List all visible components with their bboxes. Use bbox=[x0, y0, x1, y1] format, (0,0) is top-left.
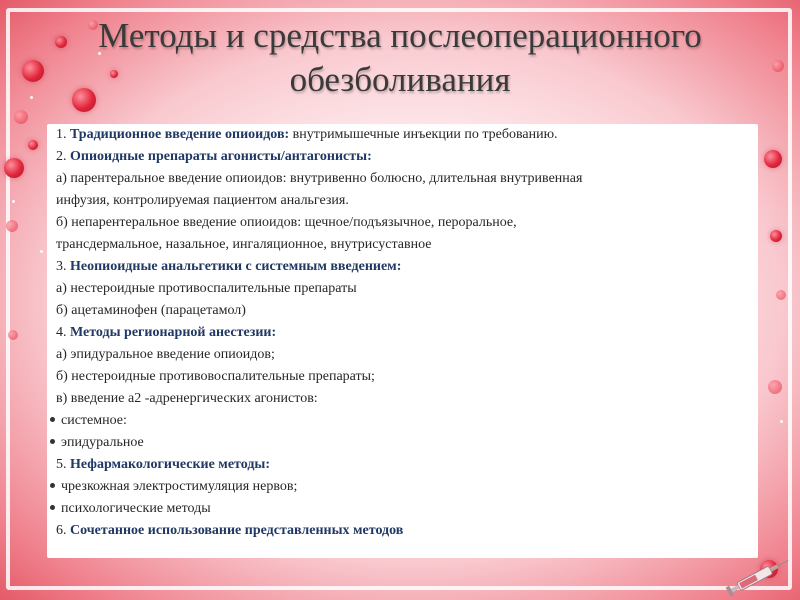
bullet-dot-icon bbox=[50, 505, 55, 510]
bokeh-decoration bbox=[8, 330, 18, 340]
bullet-dot-icon bbox=[50, 439, 55, 444]
bokeh-decoration bbox=[772, 60, 784, 72]
sparkle-decoration bbox=[12, 200, 15, 203]
slide-title-line-1: Методы и средства послеоперационного bbox=[98, 16, 702, 55]
bokeh-decoration bbox=[28, 140, 38, 150]
list-text: трансдермальное, назальное, ингаляционное, внутрисуставное bbox=[56, 237, 432, 252]
item-heading: Неопиоидные анальгетики с системным введением: bbox=[70, 259, 402, 274]
bokeh-decoration bbox=[770, 230, 782, 242]
item-heading: Традиционное введение опиоидов: bbox=[70, 127, 290, 142]
item-number: 6. bbox=[56, 523, 67, 538]
item-number: 1. bbox=[56, 127, 67, 142]
item-heading: Сочетанное использование представленных методов bbox=[70, 523, 404, 538]
content-list bbox=[47, 124, 758, 542]
bullet-dot-icon bbox=[50, 483, 55, 488]
bullet-text: эпидуральное bbox=[61, 435, 144, 450]
list-item bbox=[47, 322, 758, 344]
item-number: 2. bbox=[56, 149, 67, 164]
list-text: б) ацетаминофен (парацетамол) bbox=[56, 303, 246, 318]
list-text: а) нестероидные противоспалительные препараты bbox=[56, 281, 357, 296]
sparkle-decoration bbox=[40, 250, 43, 253]
item-heading: Опиоидные препараты агонисты/антагонисты: bbox=[70, 149, 372, 164]
bokeh-decoration bbox=[768, 380, 782, 394]
item-heading: Методы регионарной анестезии: bbox=[70, 325, 277, 340]
list-item bbox=[47, 124, 758, 146]
list-item bbox=[47, 520, 758, 542]
list-item bbox=[47, 256, 758, 278]
list-text: б) нестероидные противовоспалительные препараты; bbox=[56, 369, 375, 384]
item-number: 5. bbox=[56, 457, 67, 472]
bullet-text: чрезкожная электростимуляция нервов; bbox=[61, 479, 298, 494]
list-text: а) парентеральное введение опиоидов: внутривенно болюсно, длительная внутривенная bbox=[56, 171, 583, 186]
list-text: инфузия, контролируемая пациентом анальгезия. bbox=[56, 193, 349, 208]
sparkle-decoration bbox=[780, 420, 783, 423]
slide-title bbox=[40, 14, 760, 102]
bullet-text: психологические методы bbox=[61, 501, 211, 516]
slide-title-line-2: обезболивания bbox=[289, 60, 511, 99]
item-number: 4. bbox=[56, 325, 67, 340]
list-text: а) эпидуральное введение опиоидов; bbox=[56, 347, 275, 362]
bokeh-decoration bbox=[4, 158, 24, 178]
list-text: б) непарентеральное введение опиоидов: щечное/подъязычное, пероральное, bbox=[56, 215, 517, 230]
bullet-item bbox=[38, 476, 749, 498]
sparkle-decoration bbox=[30, 96, 33, 99]
item-number: 3. bbox=[56, 259, 67, 274]
item-heading: Нефармакологические методы: bbox=[70, 457, 271, 472]
bokeh-decoration bbox=[6, 220, 18, 232]
bullet-item bbox=[38, 410, 749, 432]
bullet-dot-icon bbox=[50, 417, 55, 422]
bokeh-decoration bbox=[14, 110, 28, 124]
bokeh-decoration bbox=[776, 290, 786, 300]
bokeh-decoration bbox=[764, 150, 782, 168]
item-text: внутримышечные инъекции по требованию. bbox=[289, 127, 558, 142]
list-item bbox=[47, 454, 758, 476]
list-item bbox=[47, 146, 758, 168]
bullet-text: системное: bbox=[61, 413, 127, 428]
syringe-icon bbox=[722, 556, 794, 596]
list-text: в) введение а2 -адренергических агонистов: bbox=[56, 391, 318, 406]
bullet-item bbox=[38, 498, 749, 520]
bullet-item bbox=[38, 432, 749, 454]
